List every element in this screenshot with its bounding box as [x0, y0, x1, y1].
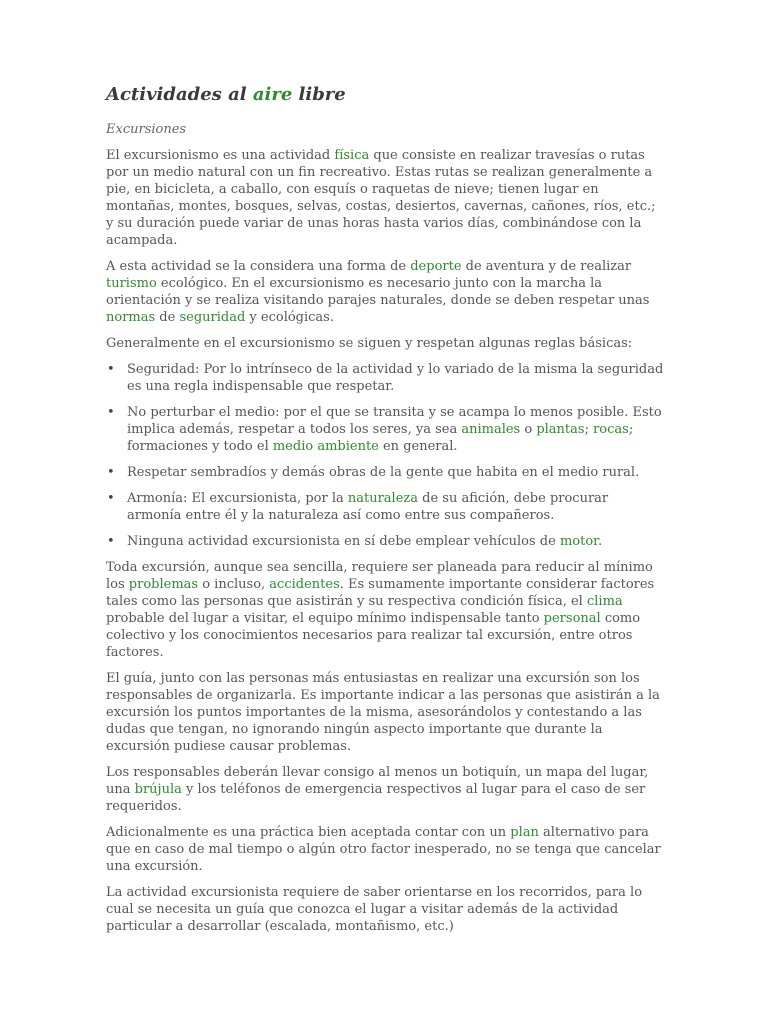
link-seguridad[interactable]: seguridad [179, 310, 246, 325]
rule-text: ; formaciones y todo el [127, 422, 634, 454]
rule-text: Seguridad: Por lo intrínseco de la actividad y lo variado de la misma la seguridad es una regla indispensable que respetar. [127, 362, 664, 394]
title-link-aire[interactable]: aire [252, 84, 293, 105]
paragraph-text: o incluso, [198, 577, 270, 592]
link-medio-ambiente[interactable]: medio ambiente [272, 439, 379, 454]
list-item-rule-crops [106, 464, 666, 481]
paragraph-text: A esta actividad se la considera una forma de [106, 259, 411, 274]
page-title [106, 84, 666, 106]
paragraph-orientation: La actividad excursionista requiere de saber orientarse en los recorridos, para lo cual se necesita un guía que conozca el lugar a visitar además de la actividad particular a desarrollar (escalada, montañismo, etc.) [106, 885, 643, 934]
link-animales[interactable]: animales [461, 422, 521, 437]
paragraph-text: probable del lugar a visitar, el equipo mínimo indispensable tanto [106, 611, 544, 626]
list-item-rule-motor [106, 533, 666, 550]
paragraph-text: de [155, 310, 180, 325]
title-text-end: libre [292, 84, 346, 105]
paragraph-text: como colectivo y los conocimientos necesarios para realizar tal excursión, entre otros factores. [106, 611, 641, 660]
link-fisica[interactable]: física [334, 148, 370, 163]
paragraph-intro [106, 147, 666, 249]
link-personal[interactable]: personal [543, 611, 601, 626]
link-motor[interactable]: motor [559, 534, 598, 549]
link-naturaleza[interactable]: naturaleza [347, 491, 418, 506]
list-item-rule-safety [106, 361, 666, 395]
link-deporte[interactable]: deporte [410, 259, 462, 274]
bullet-icon: • [107, 405, 115, 420]
rule-text: en general. [378, 439, 458, 454]
rule-text: o [520, 422, 537, 437]
link-problemas[interactable]: problemas [128, 577, 199, 592]
paragraph-text: El excursionismo es una actividad [106, 148, 335, 163]
paragraph-text: Adicionalmente es una práctica bien aceptada contar con un [106, 825, 511, 840]
document-page [106, 84, 666, 944]
paragraph-text: . Es sumamente importante considerar factores tales como las personas que asistirán y su respectiva condición física, el [106, 577, 655, 609]
rule-text: de su afición, debe procurar armonía entre él y la naturaleza así como entre sus compañeros. [127, 491, 609, 523]
list-item-rule-harmony [106, 490, 666, 524]
paragraph-text: que consiste en realizar travesías o rutas por un medio natural con un fin recreativo. Estas rutas se realizan generalmente a pie, en bicicleta, a caballo, con esquís o raquetas de nieve; tienen lugar en montañas, montes, bosques, selvas, costas, desiertos, cavernas, cañones, ríos, etc.; y su duración puede variar de unas horas hasta varios días, combinándose con la acampada. [106, 148, 656, 248]
paragraph-text: Toda excursión, aunque sea sencilla, requiere ser planeada para reducir al mínimo los [106, 560, 653, 592]
rule-text: . [597, 534, 603, 549]
paragraph-rules-intro: Generalmente en el excursionismo se siguen y respetan algunas reglas básicas: [106, 336, 633, 351]
bullet-icon: • [107, 491, 115, 506]
rule-text: No perturbar el medio: por el que se transita y se acampa lo menos posible. Esto implica además, respetar a todos los seres, ya sea [127, 405, 662, 437]
paragraph-tourism [106, 258, 666, 326]
link-brujula[interactable]: brújula [134, 782, 182, 797]
link-clima[interactable]: clima [586, 594, 623, 609]
rule-text: Ninguna actividad excursionista en sí debe emplear vehículos de [127, 534, 560, 549]
bullet-icon: • [107, 534, 115, 549]
paragraph-planning [106, 559, 666, 661]
paragraph-plan [106, 824, 666, 875]
link-plantas[interactable]: plantas [536, 422, 585, 437]
paragraph-text: ecológico. En el excursionismo es necesario junto con la marcha la orientación y se realiza visitando parajes naturales, donde se deben respetar unas [106, 276, 650, 308]
link-accidentes[interactable]: accidentes [269, 577, 340, 592]
link-plan[interactable]: plan [510, 825, 539, 840]
link-turismo[interactable]: turismo [106, 276, 157, 291]
paragraph-text: y ecológicas. [245, 310, 334, 325]
section-subtitle: Excursiones [106, 122, 187, 137]
paragraph-equipment [106, 764, 666, 815]
paragraph-text: Los responsables deberán llevar consigo al menos un botiquín, un mapa del lugar, una [106, 765, 649, 797]
rule-text: Respetar sembradíos y demás obras de la gente que habita en el medio rural. [127, 465, 640, 480]
link-rocas[interactable]: rocas [593, 422, 629, 437]
paragraph-text: de aventura y de realizar [461, 259, 632, 274]
paragraph-guide: El guía, junto con las personas más entusiastas en realizar una excursión son los responsables de organizarla. Es importante indicar a las personas que asistirán a la excursión los puntos importantes de la misma, asesorándolos y contestando a las dudas que tengan, no ignorando ningún aspecto importante que durante la excursión pudiese causar problemas. [106, 671, 660, 754]
link-normas[interactable]: normas [106, 310, 156, 325]
rule-text: Armonía: El excursionista, por la [127, 491, 348, 506]
rules-list [106, 361, 666, 550]
bullet-icon: • [107, 465, 115, 480]
title-text-start: Actividades al [106, 84, 253, 105]
paragraph-text: alternativo para que en caso de mal tiempo o algún otro factor inesperado, no se tenga que cancelar una excursión. [106, 825, 661, 874]
list-item-rule-environment [106, 404, 666, 455]
paragraph-text: y los teléfonos de emergencia respectivos al lugar para el caso de ser requeridos. [106, 782, 646, 814]
bullet-icon: • [107, 362, 115, 377]
rule-text: ; [584, 422, 594, 437]
